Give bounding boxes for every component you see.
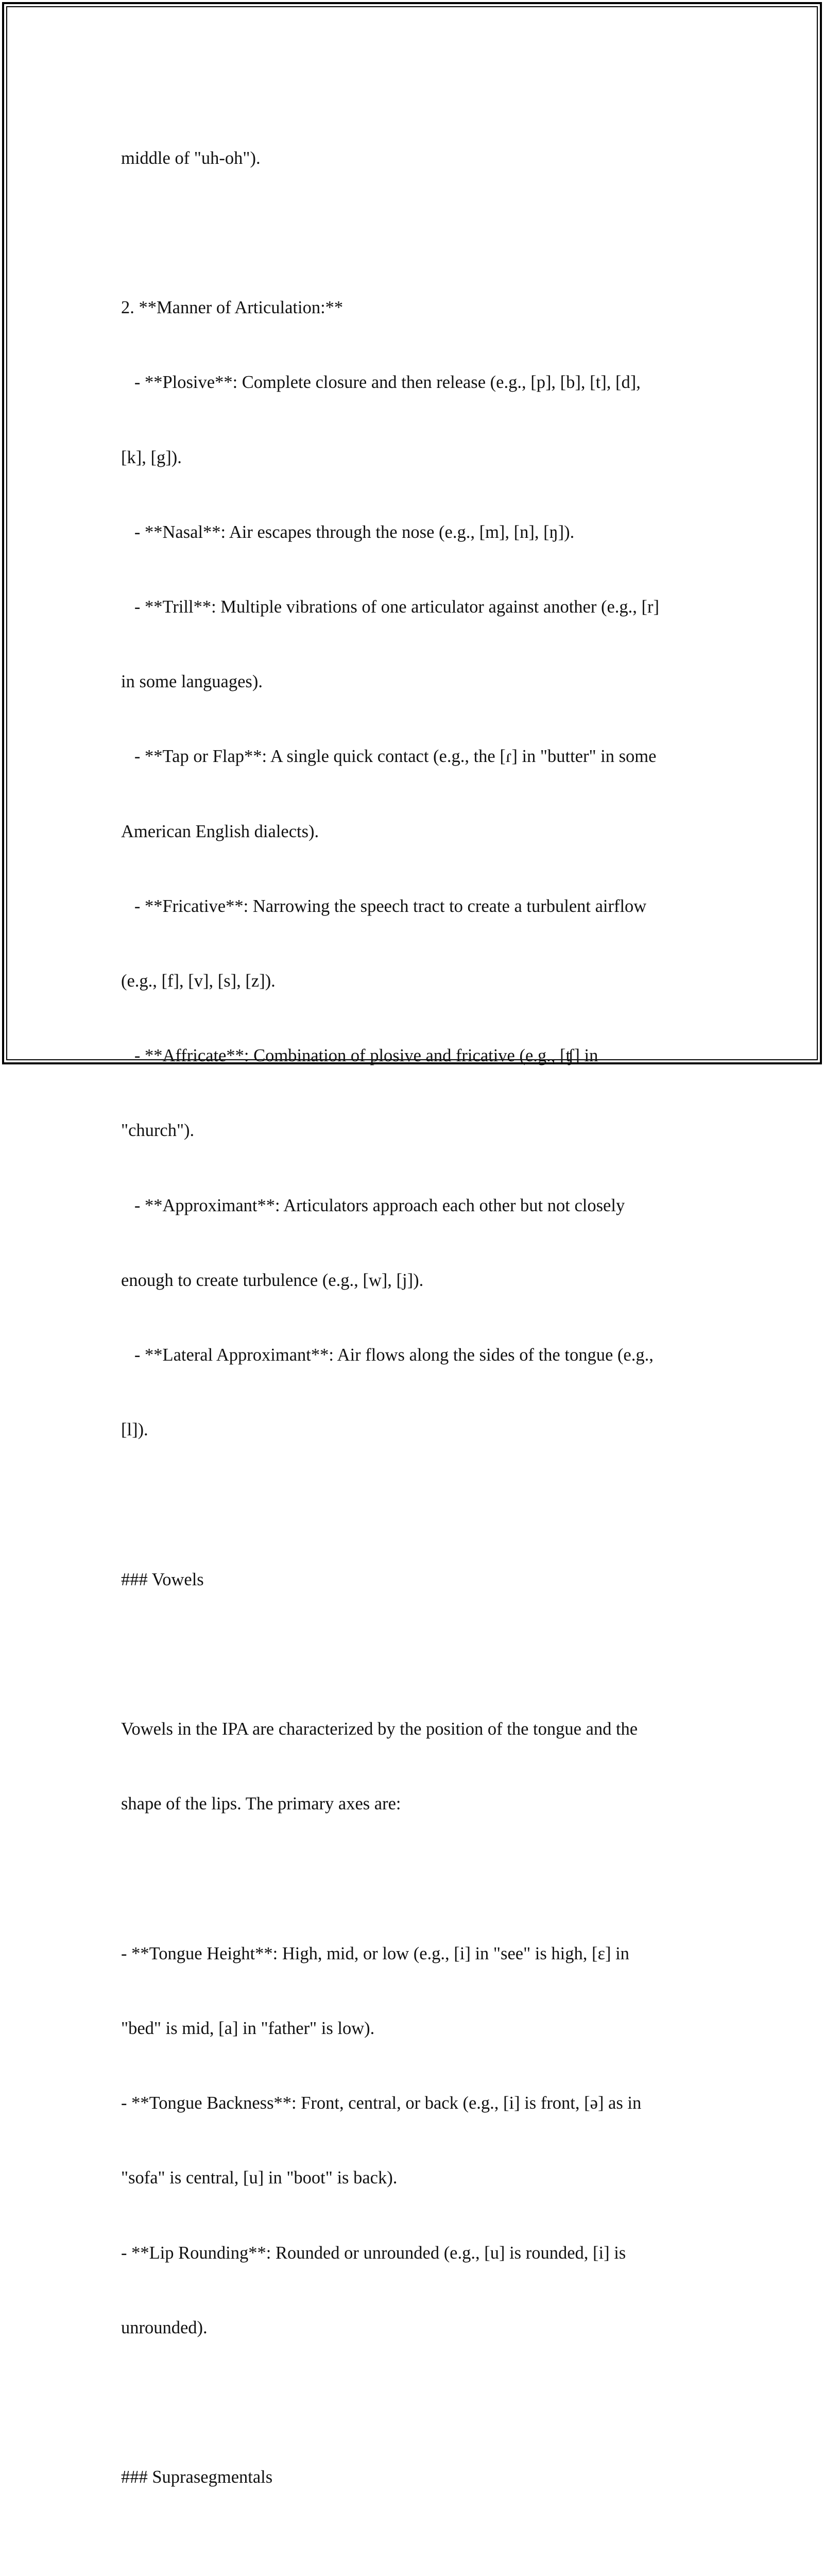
list-item-tongue-height: - **Tongue Height**: High, mid, or low (e.g., [i] in "see" is high, [ɛ] in (121, 1943, 629, 1963)
text-line: in some languages). (121, 672, 263, 692)
text-line: (e.g., [f], [v], [s], [z]). (121, 971, 276, 991)
list-item-approximant: - **Approximant**: Articulators approach each other but not closely (121, 1195, 625, 1215)
blank-line (121, 2390, 700, 2415)
list-item-nasal: - **Nasal**: Air escapes through the nose (e.g., [m], [n], [ŋ]). (121, 522, 575, 542)
text-line: "bed" is mid, [a] in "father" is low). (121, 2018, 375, 2038)
text-line: "sofa" is central, [u] in "boot" is back). (121, 2168, 398, 2188)
blank-line (121, 2539, 700, 2564)
text-line: shape of the lips. The primary axes are: (121, 1794, 401, 1814)
list-item-lip-rounding: - **Lip Rounding**: Rounded or unrounded (e.g., [u] is rounded, [i] is (121, 2243, 626, 2263)
list-item-lateral-approximant: - **Lateral Approximant**: Air flows along the sides of the tongue (e.g., (121, 1345, 654, 1365)
text-line: [l]). (121, 1420, 148, 1440)
text-line: American English dialects). (121, 821, 319, 841)
document-body (121, 96, 700, 2576)
blank-line (121, 1642, 700, 1667)
section-heading-manner: 2. **Manner of Articulation:** (121, 298, 344, 318)
list-item-affricate: - **Affricate**: Combination of plosive and fricative (e.g., [ʧ] in (121, 1046, 598, 1066)
list-item-fricative: - **Fricative**: Narrowing the speech tract to create a turbulent airflow (121, 896, 647, 916)
paragraph-vowels-intro: Vowels in the IPA are characterized by the position of the tongue and the (121, 1719, 638, 1739)
text-line: "church"). (121, 1121, 195, 1141)
list-item-trill: - **Trill**: Multiple vibrations of one articulator against another (e.g., [r] (121, 597, 659, 617)
list-item-plosive: - **Plosive**: Complete closure and then release (e.g., [p], [b], [t], [d], (121, 372, 641, 393)
blank-line (121, 221, 700, 245)
list-item-tap-flap: - **Tap or Flap**: A single quick contact (e.g., the [ɾ] in "butter" in some (121, 747, 657, 767)
text-line: middle of "uh-oh"). (121, 148, 261, 168)
text-line: [k], [g]). (121, 447, 182, 467)
blank-line (121, 1866, 700, 1891)
heading-vowels: ### Vowels (121, 1569, 204, 1589)
text-line: unrounded). (121, 2317, 208, 2337)
heading-suprasegmentals: ### Suprasegmentals (121, 2467, 273, 2487)
text-line: enough to create turbulence (e.g., [w], [j]). (121, 1270, 424, 1290)
blank-line (121, 1492, 700, 1517)
list-item-tongue-backness: - **Tongue Backness**: Front, central, or back (e.g., [i] is front, [ə] as in (121, 2093, 642, 2113)
